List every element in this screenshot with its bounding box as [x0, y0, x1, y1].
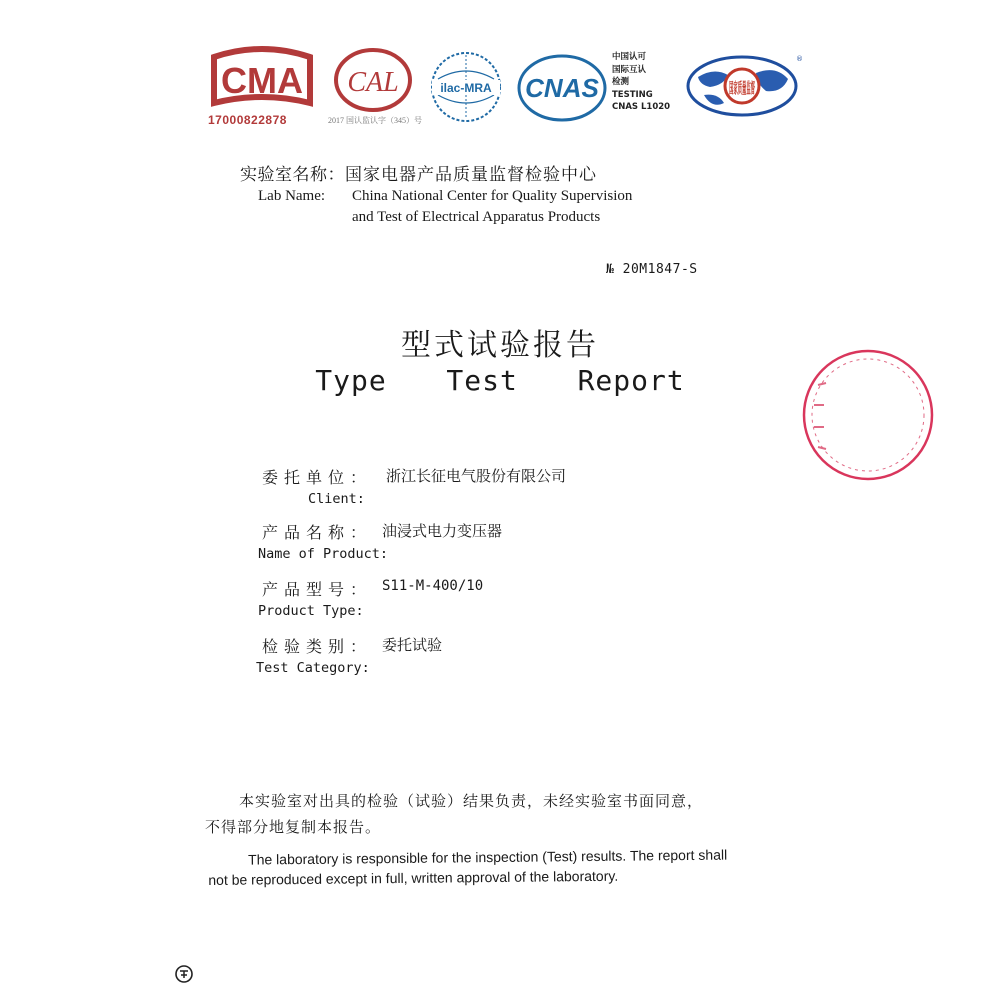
lab-name-en-value-line2: and Test of Electrical Apparatus Products [352, 209, 601, 225]
cma-logo-icon [204, 45, 320, 113]
report-title-en: Type Test Report [315, 364, 685, 397]
lab-name-en-value-line1: China National Center for Quality Supervision [352, 188, 633, 204]
field-value: 委托试验 [382, 636, 443, 654]
field-value: 浙江长征电气股份有限公司 [386, 467, 567, 485]
cal-logo-icon [332, 47, 414, 113]
field-label-en: Test Category: [256, 660, 370, 676]
lab-name-cn [240, 160, 597, 185]
disclaimer-cn-line1: 本实验室对出具的检验（试验）结果负责，未经实验室书面同意， [239, 792, 704, 810]
cnas-line: 检测 [612, 77, 630, 87]
field-label-cn: 产品名称： [262, 523, 373, 542]
circled-mark-icon [174, 964, 194, 984]
lab-name-en-label: Lab Name: [258, 188, 326, 204]
accreditation-logos [200, 45, 810, 135]
cnas-logo-icon [516, 53, 608, 123]
svg-text:®: ® [796, 55, 803, 63]
lab-name-cn-value: 国家电器产品质量监督检验中心 [345, 165, 597, 185]
disclaimer-en-line1: The laboratory is responsible for the inspection (Test) results. The report shall [248, 846, 728, 868]
cnas-accreditation-text [612, 51, 670, 114]
field-label-cn: 委托单位： [262, 468, 373, 487]
report-title-cn: 型式试验报告 [401, 328, 599, 363]
field-value: 油浸式电力变压器 [382, 522, 503, 540]
disclaimer-cn [205, 788, 765, 840]
field-value: S11-M-400/10 [382, 578, 484, 594]
cnas-line: TESTING [612, 89, 653, 100]
report-number: № 20M1847-S [606, 262, 698, 277]
field-label-en: Name of Product: [258, 546, 389, 562]
lab-name-cn-label: 实验室名称： [240, 165, 345, 185]
cal-logo-text: CAL [347, 67, 399, 98]
cma-logo-text: CMA [221, 60, 303, 101]
cal-caption: 2017 国认监认字（345）号 [328, 116, 422, 125]
disclaimer-en [208, 844, 788, 890]
field-label-cn: 检验类别： [262, 637, 373, 656]
cnas-line: 中国认可 [612, 52, 647, 62]
disclaimer-cn-line2: 不得部分地复制本报告。 [205, 818, 382, 836]
cnas-line: 国际互认 [612, 64, 647, 75]
field-label-en: Product Type: [258, 603, 364, 619]
field-label-cn: 产品型号： [262, 580, 373, 599]
red-seal-stamp [796, 345, 856, 485]
disclaimer-en-line2: not be reproduced except in full, written approval of the laboratory. [208, 867, 619, 888]
ilac-mra-logo-icon [428, 49, 504, 125]
cma-certificate-number: 17000822878 [208, 113, 287, 127]
cnas-line: CNAS L1020 [612, 102, 671, 112]
ilac-mra-logo-text: ilac-MRA [440, 81, 492, 95]
field-label-en: Client: [308, 491, 365, 507]
ccc-logo-text: 国家质量监督 [729, 79, 755, 97]
cnas-logo-text: CNAS [525, 73, 599, 103]
lab-name-en [258, 186, 632, 228]
ccc-globe-logo-icon [684, 53, 804, 117]
